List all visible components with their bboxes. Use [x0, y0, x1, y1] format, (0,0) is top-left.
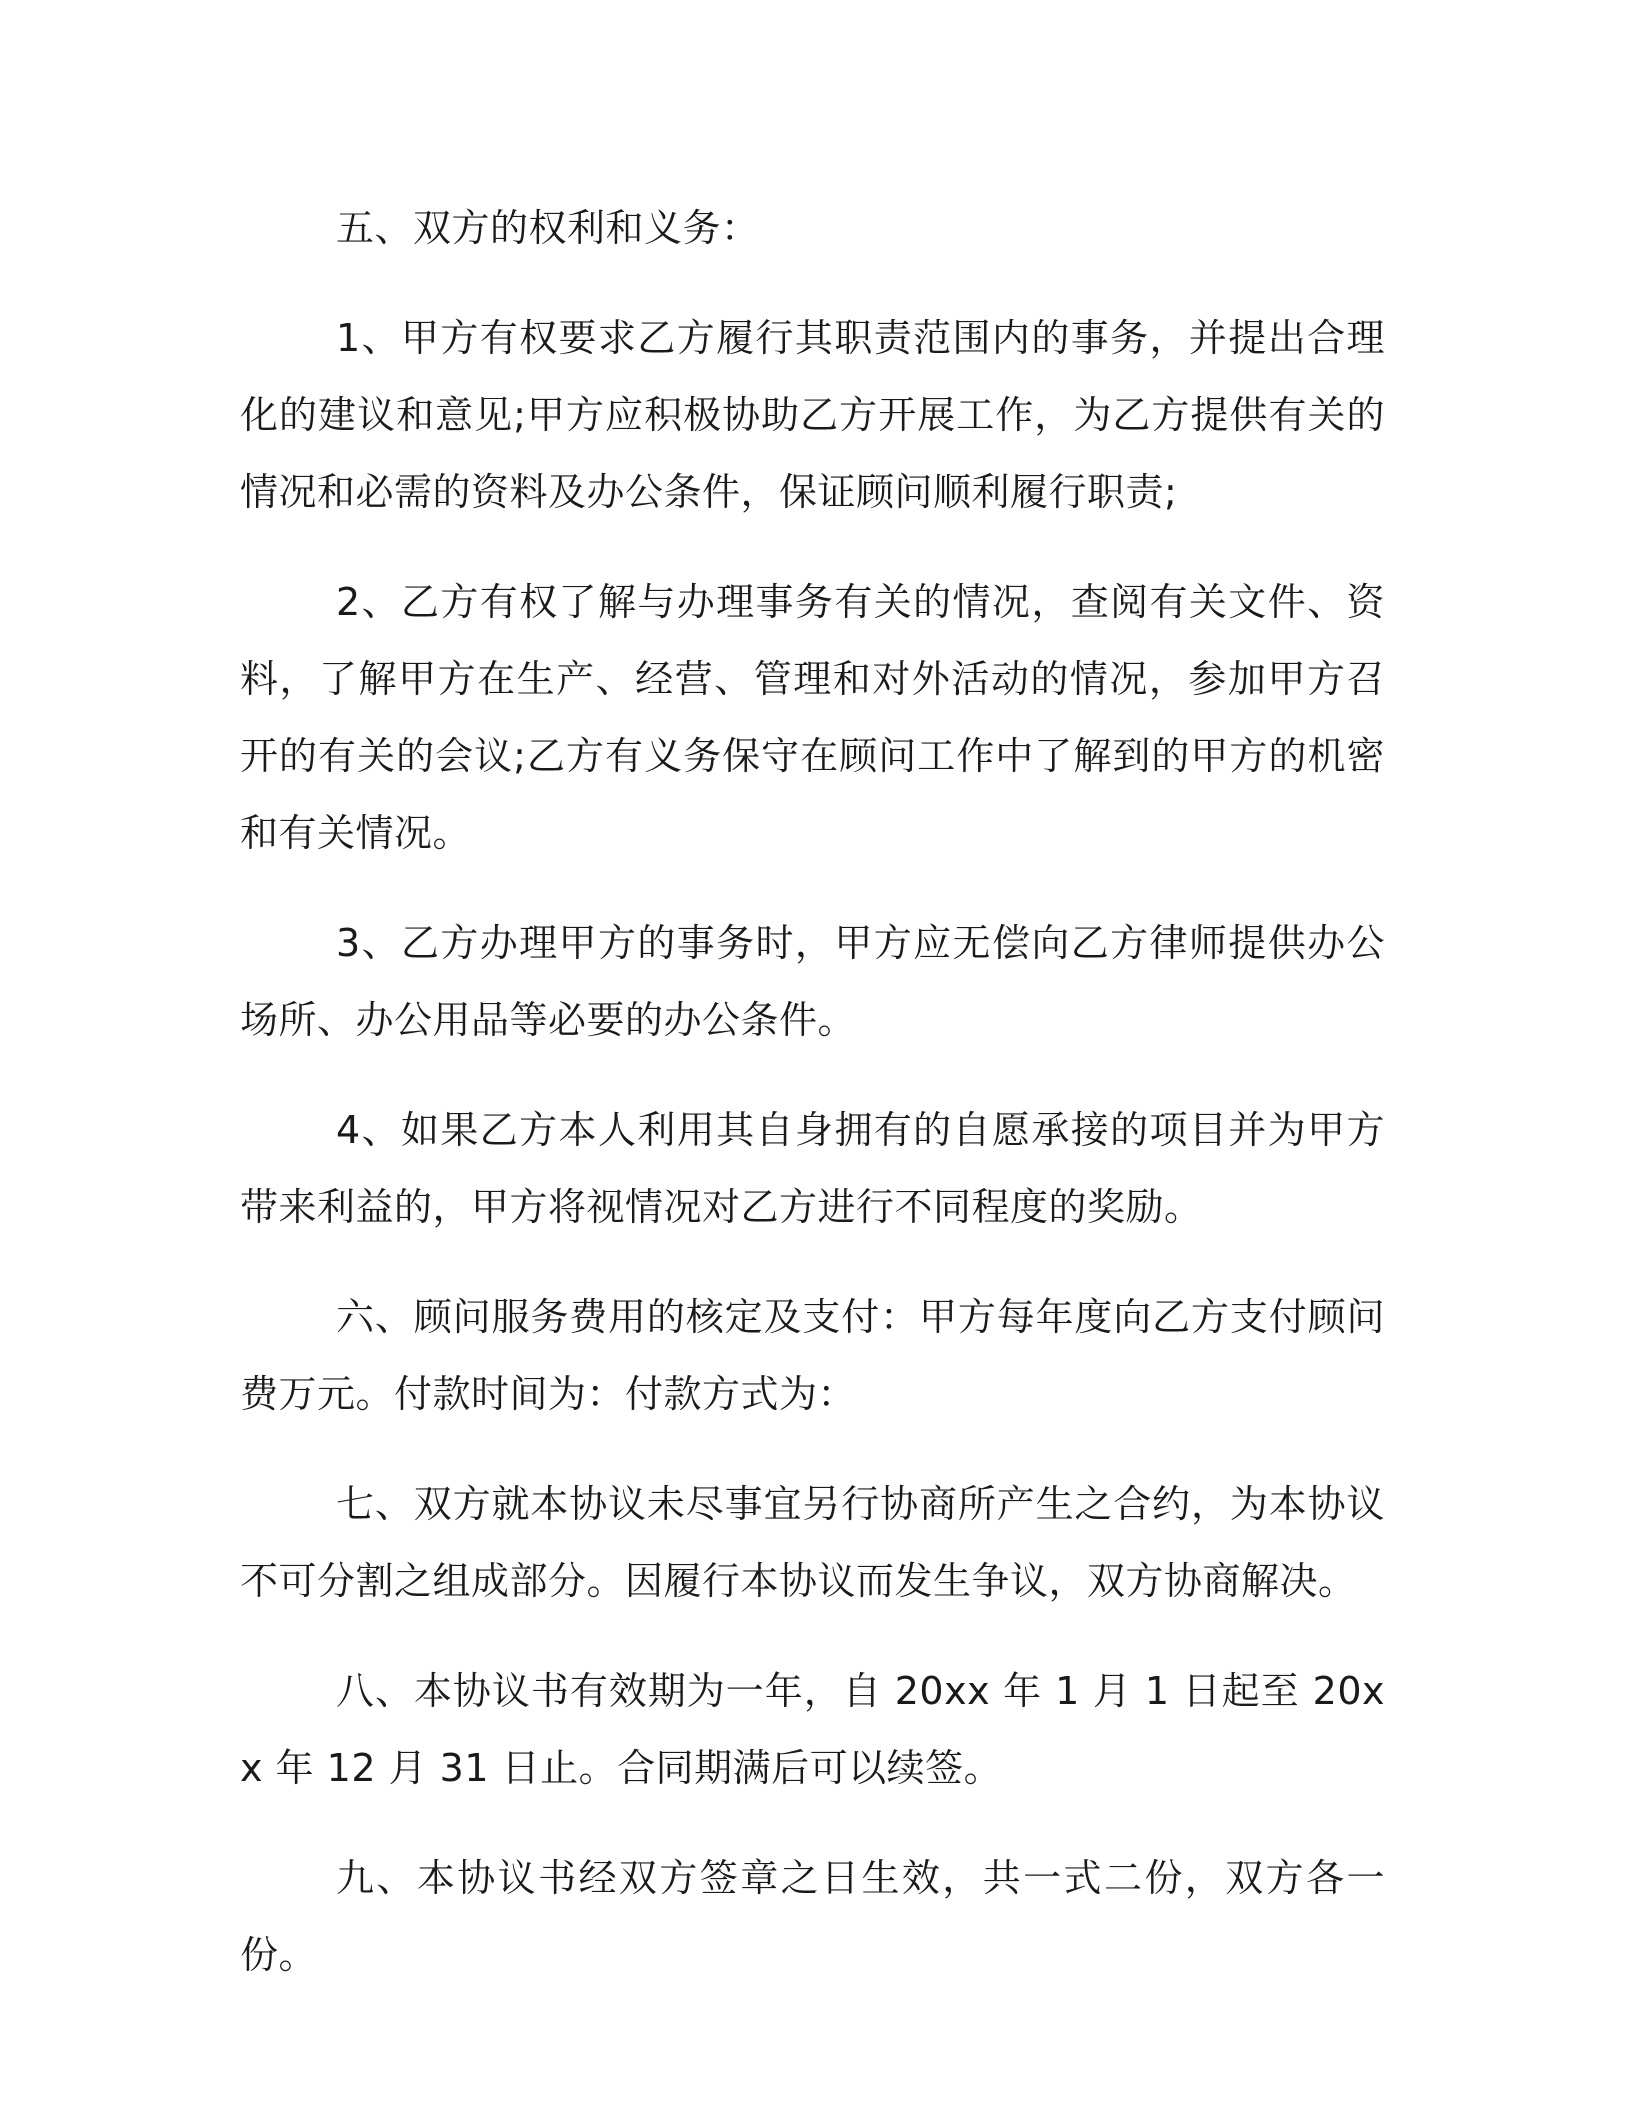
clause-4: 4、如果乙方本人利用其自身拥有的自愿承接的项目并为甲方带来利益的，甲方将视情况对乙方进行不同程度的奖励。 [240, 1108, 1385, 1229]
section-six-fees: 六、顾问服务费用的核定及支付：甲方每年度向乙方支付顾问费万元。付款时间为：付款方式为： [240, 1295, 1385, 1416]
section-eight-validity: 八、本协议书有效期为一年，自 20xx 年 1 月 1 日起至 20xx 年 12 月 31 日止。合同期满后可以续签。 [240, 1669, 1385, 1790]
clause-3: 3、乙方办理甲方的事务时，甲方应无偿向乙方律师提供办公场所、办公用品等必要的办公条件。 [240, 921, 1385, 1042]
clause-2: 2、乙方有权了解与办理事务有关的情况，查阅有关文件、资料，了解甲方在生产、经营、管理和对外活动的情况，参加甲方召开的有关的会议;乙方有义务保守在顾问工作中了解到的甲方的机密和有关情况。 [240, 580, 1385, 855]
section-nine-effective: 九、本协议书经双方签章之日生效，共一式二份，双方各一份。 [240, 1856, 1385, 1977]
section-seven-supplementary: 七、双方就本协议未尽事宜另行协商所产生之合约，为本协议不可分割之组成部分。因履行本协议而发生争议，双方协商解决。 [240, 1482, 1385, 1603]
document-body [240, 190, 1385, 1994]
clause-1: 1、甲方有权要求乙方履行其职责范围内的事务，并提出合理化的建议和意见;甲方应积极协助乙方开展工作，为乙方提供有关的情况和必需的资料及办公条件，保证顾问顺利履行职责; [240, 316, 1385, 514]
section-five-heading: 五、双方的权利和义务： [336, 206, 760, 250]
